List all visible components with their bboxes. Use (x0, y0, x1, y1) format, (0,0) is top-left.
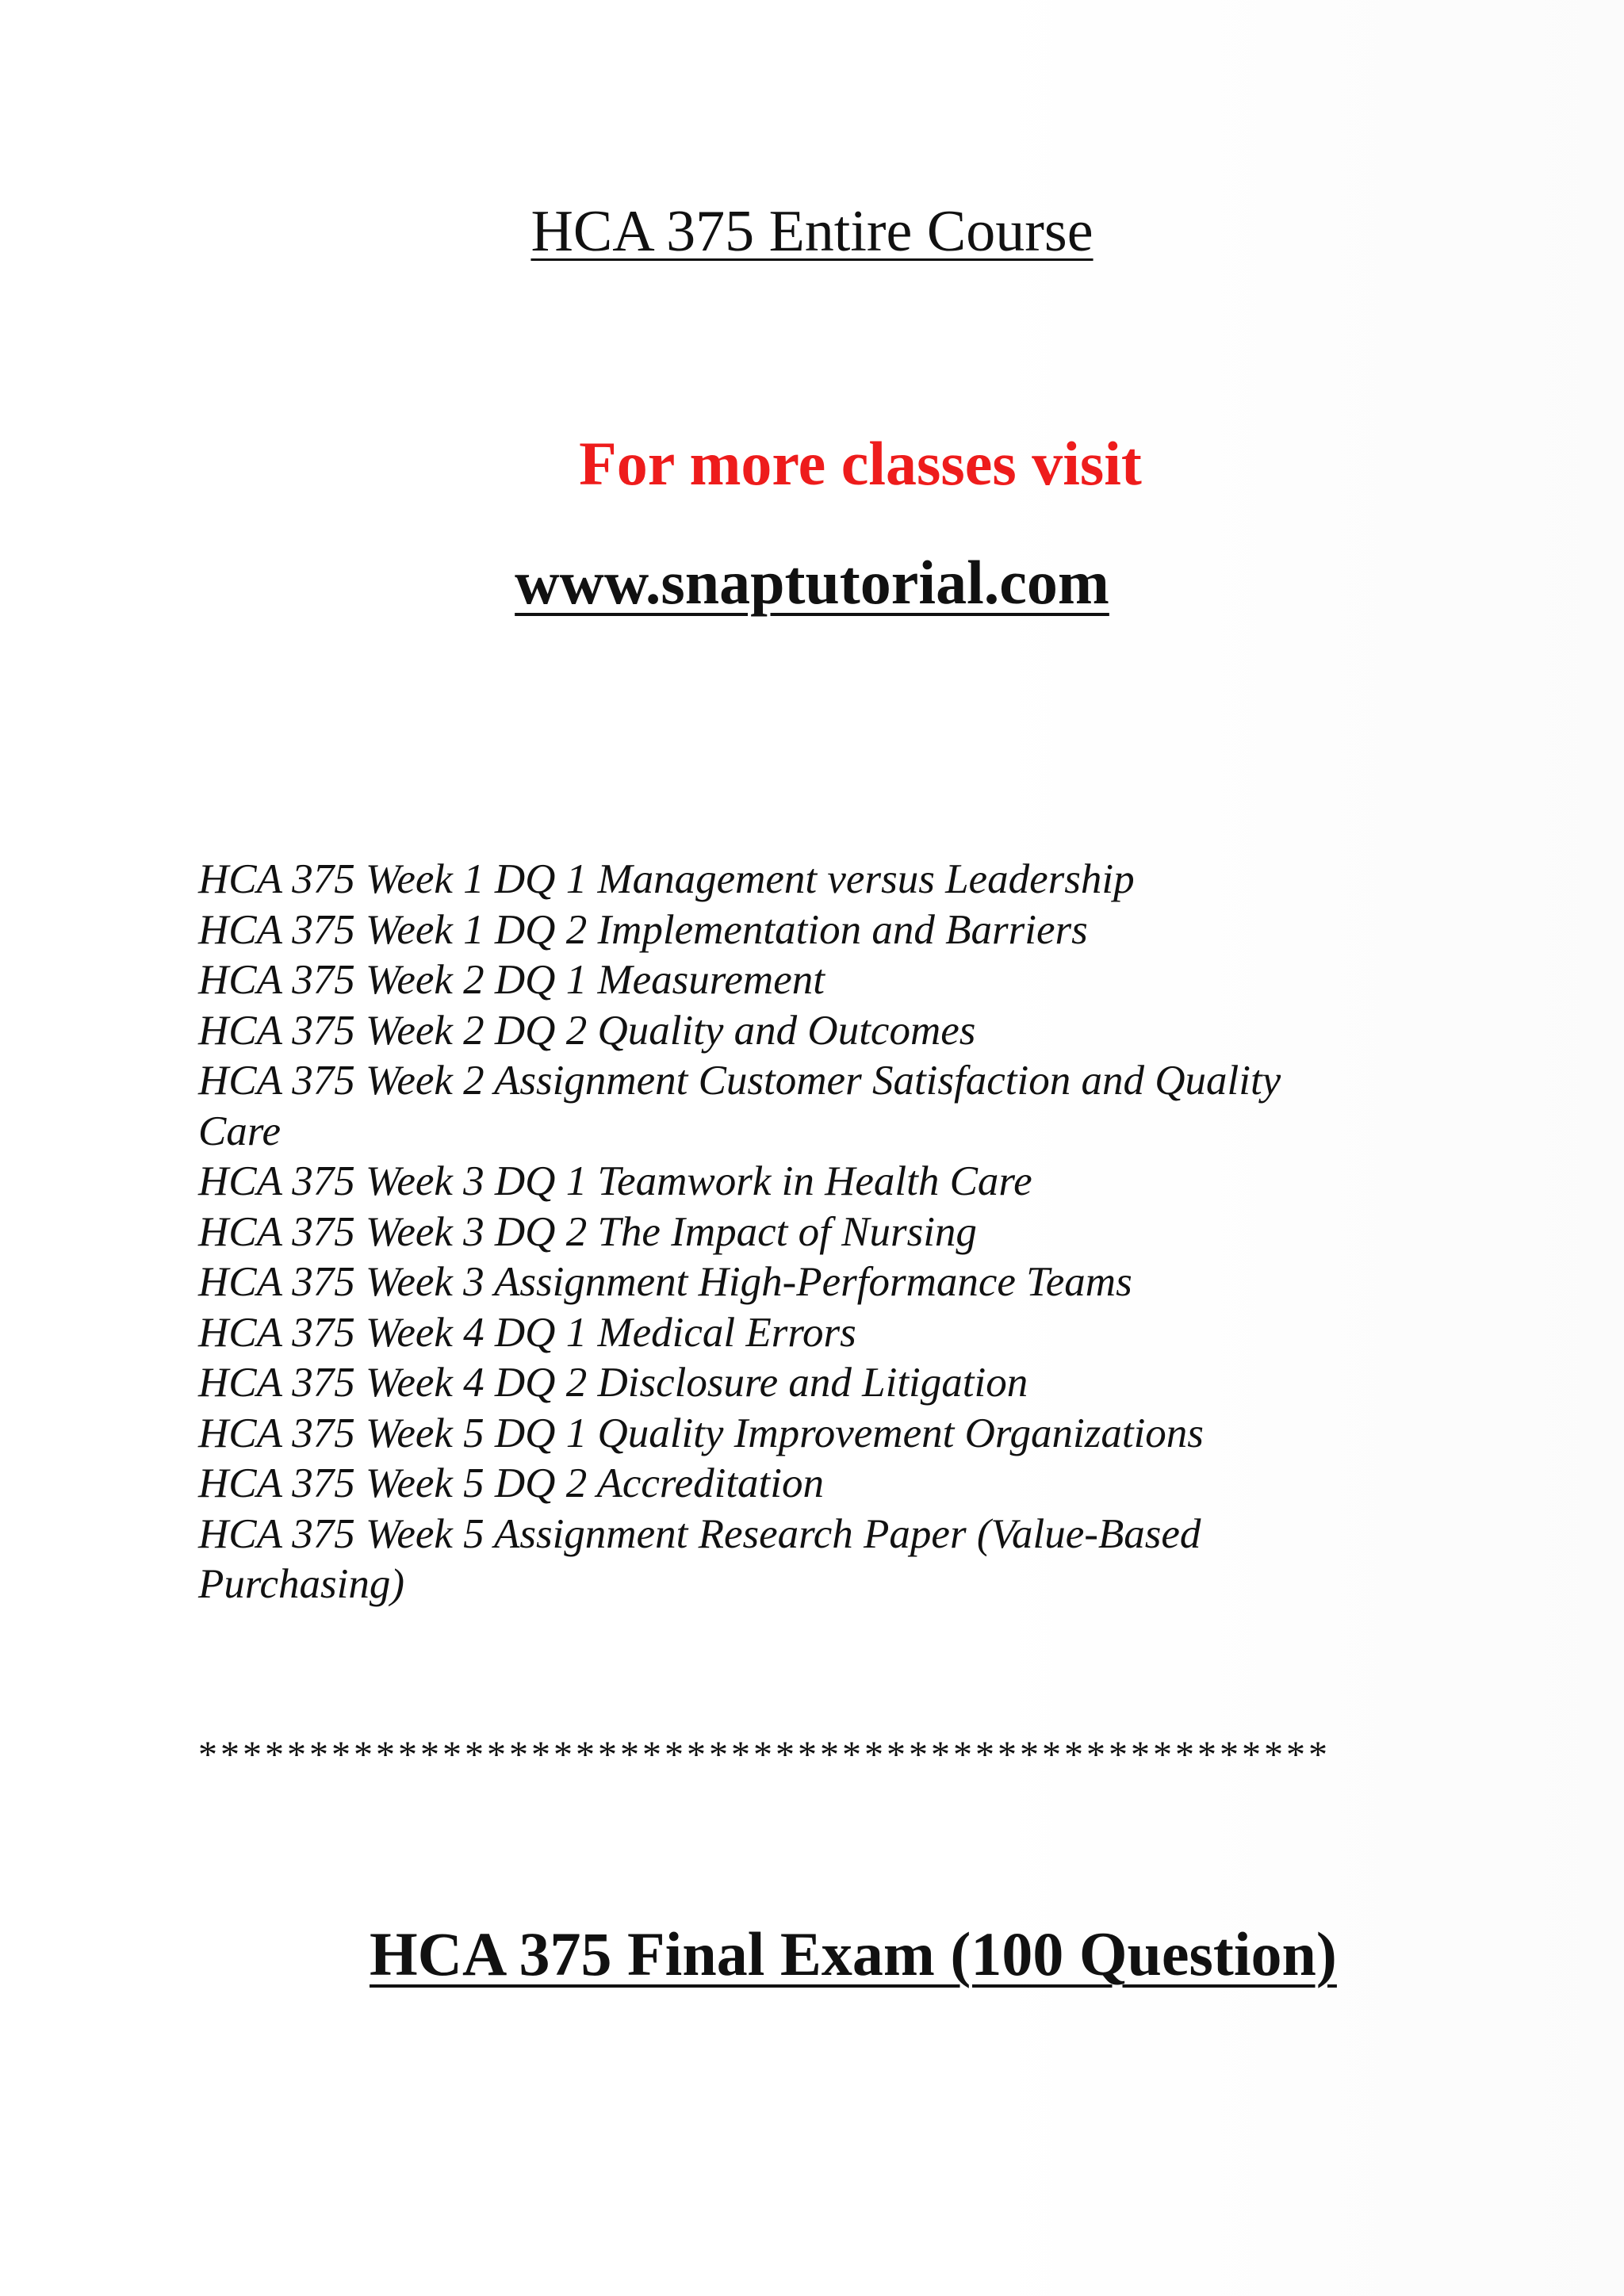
list-item: HCA 375 Week 3 DQ 2 The Impact of Nursing (198, 1208, 977, 1255)
course-title: HCA 375 Entire Course (530, 199, 1094, 264)
exam-title: HCA 375 Final Exam (100 Question) (370, 1919, 1337, 1988)
list-item: HCA 375 Week 1 DQ 2 Implementation and Barriers (198, 906, 1088, 953)
promo-text: For more classes visit (579, 429, 1142, 498)
asterisk-separator: *************************************************** (198, 1734, 1331, 1776)
list-item: HCA 375 Week 4 DQ 2 Disclosure and Litigation (198, 1360, 1028, 1406)
list-item: HCA 375 Week 5 DQ 1 Quality Improvement Organizations (198, 1410, 1204, 1456)
list-item: HCA 375 Week 1 DQ 1 Management versus Leadership (198, 856, 1135, 902)
list-item: HCA 375 Week 5 Assignment Research Paper (Value-Based Purchasing) (198, 1510, 1201, 1607)
list-item: HCA 375 Week 2 DQ 2 Quality and Outcomes (198, 1007, 976, 1054)
list-item: HCA 375 Week 2 Assignment Customer Satisfaction and Quality Care (198, 1058, 1281, 1154)
list-item: HCA 375 Week 2 DQ 1 Measurement (198, 957, 825, 1003)
list-item: HCA 375 Week 3 Assignment High-Performance Teams (198, 1259, 1132, 1305)
list-item: HCA 375 Week 3 DQ 1 Teamwork in Health Care (198, 1158, 1032, 1204)
list-item: HCA 375 Week 4 DQ 1 Medical Errors (198, 1309, 856, 1356)
course-item-list (198, 855, 1356, 1610)
list-item: HCA 375 Week 5 DQ 2 Accreditation (198, 1460, 824, 1506)
website-link[interactable]: www.snaptutorial.com (515, 548, 1109, 617)
